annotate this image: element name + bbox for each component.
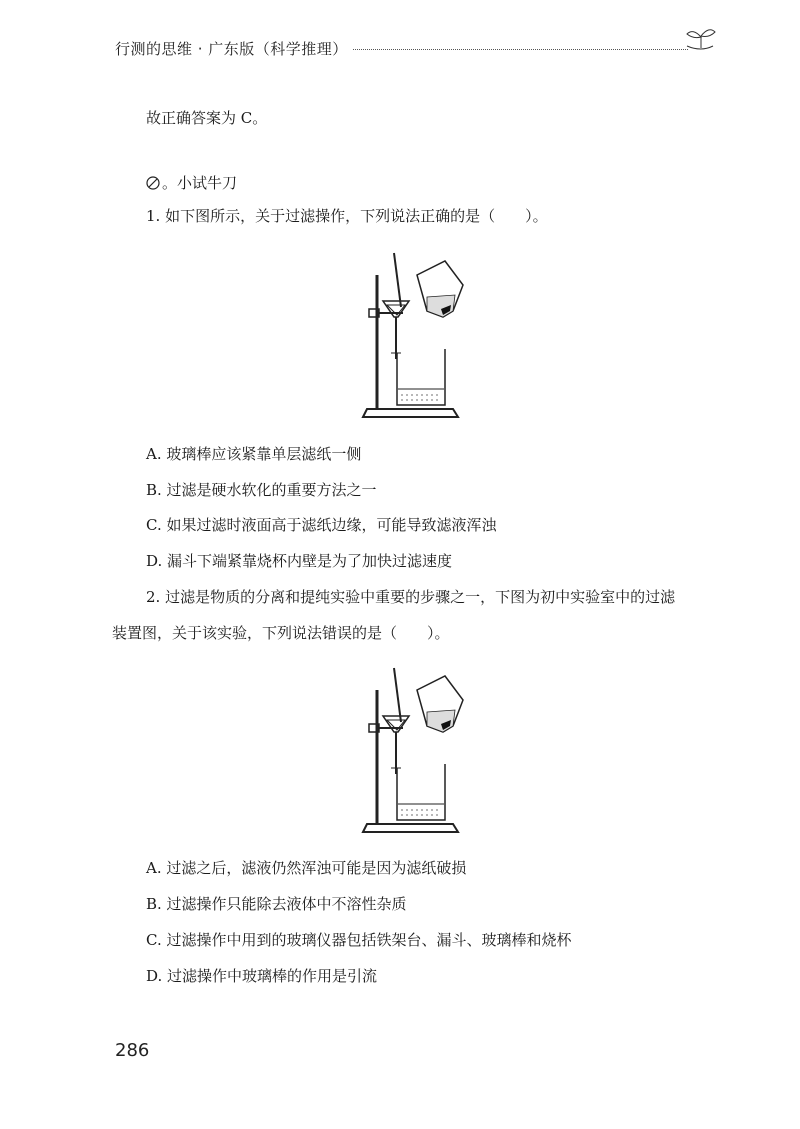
answer-line: 故正确答案为 C。: [146, 109, 268, 127]
question-2-stem-line-2: 装置图，关于该实验，下列说法错误的是（ ）。: [112, 624, 450, 642]
page-number: 286: [115, 1040, 150, 1061]
page-header: [115, 38, 715, 74]
header-title: 行测的思维 · 广东版（科学推理）: [115, 40, 348, 58]
question-2-option-c: C. 过滤操作中用到的玻璃仪器包括铁架台、漏斗、玻璃棒和烧杯: [146, 931, 572, 949]
filtration-apparatus-figure-1: [355, 245, 465, 425]
header-dotted-rule: [353, 49, 688, 50]
question-1-option-d: D. 漏斗下端紧靠烧杯内壁是为了加快过滤速度: [146, 552, 453, 570]
filtration-apparatus-figure-2: [355, 660, 465, 840]
question-2-option-d: D. 过滤操作中玻璃棒的作用是引流: [146, 967, 378, 985]
section-title: 。小试牛刀: [146, 172, 237, 193]
question-1-option-b: B. 过滤是硬水软化的重要方法之一: [146, 481, 377, 499]
pencil-circle-icon: [146, 176, 160, 190]
question-2-option-a: A. 过滤之后，滤液仍然浑浊可能是因为滤纸破损: [146, 859, 467, 877]
section-title-text: 小试牛刀: [177, 174, 238, 192]
question-2-stem-line-1: 2. 过滤是物质的分离和提纯实验中重要的步骤之一，下图为初中实验室中的过滤: [146, 588, 676, 606]
sprout-icon: [683, 24, 719, 54]
question-1-stem: 1. 如下图所示，关于过滤操作，下列说法正确的是（ ）。: [146, 207, 548, 225]
question-2-option-b: B. 过滤操作只能除去液体中不溶性杂质: [146, 895, 407, 913]
question-1-option-c: C. 如果过滤时液面高于滤纸边缘，可能导致滤液浑浊: [146, 516, 497, 534]
question-1-option-a: A. 玻璃棒应该紧靠单层滤纸一侧: [146, 445, 362, 463]
